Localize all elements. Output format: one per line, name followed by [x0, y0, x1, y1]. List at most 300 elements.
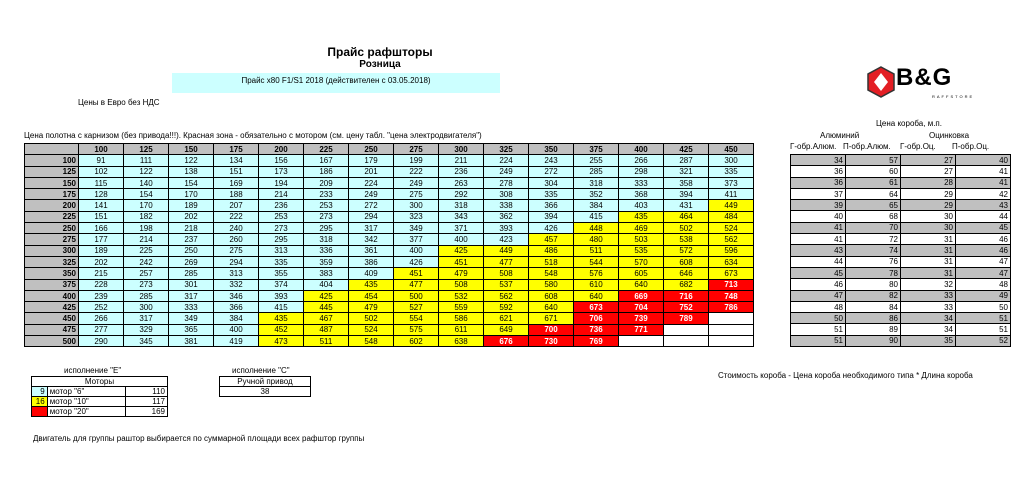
price-cell: 559 [439, 302, 484, 313]
price-cell: 122 [124, 166, 169, 177]
price-cell: 188 [214, 189, 259, 200]
motor-legend [31, 376, 168, 417]
price-cell: 411 [709, 189, 754, 200]
price-cell: 273 [259, 223, 304, 234]
price-cell: 355 [259, 268, 304, 279]
price-cell: 730 [529, 336, 574, 347]
price-cell: 236 [439, 166, 484, 177]
motor-label: мотор "6" [47, 387, 125, 397]
price-cell: 173 [259, 166, 304, 177]
price-cell: 682 [664, 279, 709, 290]
box-cell: 46 [791, 279, 846, 290]
price-cell: 273 [304, 211, 349, 222]
box-cell: 46 [956, 234, 1011, 245]
price-cell: 502 [664, 223, 709, 234]
box-cell: 48 [956, 279, 1011, 290]
column-header: 350 [529, 144, 574, 155]
box-cell: 29 [901, 200, 956, 211]
price-cell: 122 [169, 155, 214, 166]
price-cell: 580 [529, 279, 574, 290]
box-row [791, 188, 1011, 199]
column-header: 325 [484, 144, 529, 155]
price-cell: 524 [709, 223, 754, 234]
column-header: 150 [169, 144, 214, 155]
price-cell: 318 [304, 234, 349, 245]
price-cell: 467 [304, 313, 349, 324]
price-cell: 415 [259, 302, 304, 313]
price-cell: 335 [259, 256, 304, 267]
price-cell: 332 [214, 279, 259, 290]
box-cell: 50 [791, 313, 846, 324]
price-cell: 177 [79, 234, 124, 245]
price-cell: 272 [529, 166, 574, 177]
price-cell: 400 [439, 234, 484, 245]
price-cell: 243 [529, 155, 574, 166]
price-cell: 134 [214, 155, 259, 166]
box-cell: 37 [791, 188, 846, 199]
price-cell: 242 [124, 256, 169, 267]
table-row [25, 336, 754, 347]
price-cell: 194 [259, 177, 304, 188]
box-cell: 78 [846, 267, 901, 278]
logo-emblem-icon [866, 66, 896, 98]
price-cell: 202 [169, 211, 214, 222]
table-caption: Цена полотна с карнизом (без привода!!!). Красная зона - обязательно с мотором (см. цену табл. "цена электродвигателя") [24, 131, 482, 140]
price-cell: 349 [394, 223, 439, 234]
price-cell: 318 [439, 200, 484, 211]
price-cell: 304 [529, 177, 574, 188]
box-row [791, 267, 1011, 278]
row-header: 475 [25, 324, 79, 335]
box-cell: 31 [901, 256, 956, 267]
box-cell: 40 [956, 155, 1011, 166]
price-cell: 479 [349, 302, 394, 313]
price-cell: 336 [304, 245, 349, 256]
column-header: 375 [574, 144, 619, 155]
legend-c-title: исполнение "С" [232, 366, 290, 375]
price-cell: 278 [484, 177, 529, 188]
price-cell: 346 [214, 290, 259, 301]
price-cell: 263 [439, 177, 484, 188]
box-cell: 43 [956, 200, 1011, 211]
row-header: 200 [25, 200, 79, 211]
price-cell: 218 [169, 223, 214, 234]
price-cell: 368 [619, 189, 664, 200]
price-cell: 548 [529, 268, 574, 279]
box-cell: 86 [846, 313, 901, 324]
column-header: 425 [664, 144, 709, 155]
price-cell: 237 [169, 234, 214, 245]
price-cell: 500 [394, 290, 439, 301]
price-cell: 608 [664, 256, 709, 267]
price-cell: 537 [484, 279, 529, 290]
page-subtitle: Розница [359, 59, 401, 70]
box-header-4: П-обр.Оц. [952, 142, 990, 151]
box-cell: 68 [846, 211, 901, 222]
column-header: 100 [79, 144, 124, 155]
price-cell: 394 [664, 189, 709, 200]
row-header: 150 [25, 177, 79, 188]
price-cell: 225 [124, 245, 169, 256]
price-cell [709, 324, 754, 335]
price-cell: 277 [79, 324, 124, 335]
price-cell: 572 [664, 245, 709, 256]
box-header-1: Г-обр.Алюм. [790, 142, 837, 151]
box-cell: 31 [901, 245, 956, 256]
price-cell: 228 [79, 279, 124, 290]
motor-legend-header: Моторы [32, 377, 168, 387]
price-cell: 544 [574, 256, 619, 267]
table-row [25, 302, 754, 313]
box-cell: 51 [791, 324, 846, 335]
price-cell: 457 [529, 234, 574, 245]
price-cell: 154 [124, 189, 169, 200]
manual-drive-legend [219, 376, 311, 397]
box-row [791, 324, 1011, 335]
price-cell [664, 336, 709, 347]
price-cell: 403 [619, 200, 664, 211]
motor-legend-row [32, 397, 168, 407]
price-cell: 480 [574, 234, 619, 245]
price-cell: 308 [484, 189, 529, 200]
price-cell: 611 [439, 324, 484, 335]
price-cell: 377 [394, 234, 439, 245]
price-cell: 285 [124, 290, 169, 301]
price-cell: 640 [574, 290, 619, 301]
price-cell: 673 [574, 302, 619, 313]
price-cell: 394 [529, 211, 574, 222]
price-cell: 275 [214, 245, 259, 256]
box-cell: 34 [901, 324, 956, 335]
price-cell: 451 [394, 268, 439, 279]
price-cell: 415 [574, 211, 619, 222]
row-header: 275 [25, 234, 79, 245]
price-cell: 371 [439, 223, 484, 234]
table-row [25, 268, 754, 279]
table-row [25, 324, 754, 335]
price-cell: 548 [349, 336, 394, 347]
price-cell: 469 [619, 223, 664, 234]
box-cell: 80 [846, 279, 901, 290]
row-header: 175 [25, 189, 79, 200]
motor-code: 9 [32, 387, 48, 397]
price-cell: 431 [664, 200, 709, 211]
price-cell: 285 [169, 268, 214, 279]
box-row [791, 256, 1011, 267]
price-cell: 239 [79, 290, 124, 301]
row-header: 125 [25, 166, 79, 177]
price-cell [709, 336, 754, 347]
price-cell: 287 [664, 155, 709, 166]
box-row [791, 200, 1011, 211]
price-cell: 300 [394, 200, 439, 211]
price-cell: 527 [394, 302, 439, 313]
price-cell: 576 [574, 268, 619, 279]
price-cell: 318 [574, 177, 619, 188]
price-cell: 333 [619, 177, 664, 188]
box-cell: 45 [956, 222, 1011, 233]
box-cell: 41 [956, 166, 1011, 177]
price-cell: 295 [259, 234, 304, 245]
price-cell: 335 [529, 189, 574, 200]
box-cell: 44 [956, 211, 1011, 222]
price-cell: 154 [169, 177, 214, 188]
box-cell: 27 [901, 166, 956, 177]
price-cell: 102 [79, 166, 124, 177]
price-cell: 128 [79, 189, 124, 200]
box-cell: 34 [901, 313, 956, 324]
price-cell: 640 [529, 302, 574, 313]
box-title: Цена короба, м.п. [876, 119, 942, 128]
price-cell: 638 [439, 336, 484, 347]
price-cell: 503 [619, 234, 664, 245]
price-cell: 562 [484, 290, 529, 301]
price-cell: 435 [349, 279, 394, 290]
box-cell: 43 [791, 245, 846, 256]
price-cell: 535 [619, 245, 664, 256]
price-cell: 166 [79, 223, 124, 234]
row-header: 100 [25, 155, 79, 166]
column-header: 175 [214, 144, 259, 155]
price-cell: 186 [304, 166, 349, 177]
price-cell: 317 [124, 313, 169, 324]
box-cell: 49 [956, 290, 1011, 301]
price-cell: 214 [259, 189, 304, 200]
price-cell: 300 [709, 155, 754, 166]
table-row [25, 211, 754, 222]
price-cell: 290 [79, 336, 124, 347]
price-cell: 321 [664, 166, 709, 177]
price-cell: 365 [169, 324, 214, 335]
price-cell: 752 [664, 302, 709, 313]
price-cell: 739 [619, 313, 664, 324]
price-cell: 167 [304, 155, 349, 166]
box-cell: 82 [846, 290, 901, 301]
price-cell: 426 [394, 256, 439, 267]
price-cell: 253 [304, 200, 349, 211]
price-cell: 266 [619, 155, 664, 166]
price-cell: 706 [574, 313, 619, 324]
table-row [25, 177, 754, 188]
price-cell: 448 [574, 223, 619, 234]
price-cell: 151 [79, 211, 124, 222]
price-cell: 313 [259, 245, 304, 256]
price-cell: 214 [124, 234, 169, 245]
price-cell: 198 [124, 223, 169, 234]
box-cell: 47 [956, 256, 1011, 267]
price-cell: 342 [349, 234, 394, 245]
price-cell [664, 324, 709, 335]
box-cell: 47 [791, 290, 846, 301]
price-cell: 170 [169, 189, 214, 200]
table-row [25, 279, 754, 290]
box-header-3: Г-обр.Оц. [900, 142, 936, 151]
table-row [25, 200, 754, 211]
row-header: 425 [25, 302, 79, 313]
box-cell: 41 [791, 234, 846, 245]
box-row [791, 279, 1011, 290]
box-cell: 57 [846, 155, 901, 166]
price-table [24, 143, 754, 347]
column-header: 275 [394, 144, 439, 155]
box-row [791, 290, 1011, 301]
box-cell: 45 [791, 267, 846, 278]
price-cell: 508 [484, 268, 529, 279]
box-cell: 33 [901, 301, 956, 312]
price-cell: 207 [214, 200, 259, 211]
price-cell: 224 [484, 155, 529, 166]
price-cell: 257 [124, 268, 169, 279]
legend-e-title: исполнение "Е" [64, 366, 122, 375]
price-cell: 393 [484, 223, 529, 234]
price-cell: 605 [619, 268, 664, 279]
price-cell: 361 [349, 245, 394, 256]
price-cell: 393 [259, 290, 304, 301]
price-cell: 323 [394, 211, 439, 222]
box-cell: 40 [791, 211, 846, 222]
price-cell: 211 [439, 155, 484, 166]
box-group-aluminum: Алюминий [820, 131, 860, 140]
price-cell: 575 [394, 324, 439, 335]
box-header-2: П-обр.Алюм. [843, 142, 891, 151]
price-cell: 301 [169, 279, 214, 290]
motor-legend-row [32, 387, 168, 397]
price-cell: 713 [709, 279, 754, 290]
motor-price: 110 [126, 387, 168, 397]
table-row [25, 234, 754, 245]
price-cell: 199 [394, 155, 439, 166]
price-cell: 789 [664, 313, 709, 324]
price-cell: 673 [709, 268, 754, 279]
price-cell: 511 [574, 245, 619, 256]
box-cell: 51 [956, 324, 1011, 335]
price-cell: 384 [214, 313, 259, 324]
box-cell: 36 [791, 177, 846, 188]
table-row [25, 155, 754, 166]
box-cell: 44 [791, 256, 846, 267]
manual-drive-price: 38 [220, 387, 311, 397]
price-cell: 646 [664, 268, 709, 279]
column-header: 400 [619, 144, 664, 155]
price-cell: 295 [304, 223, 349, 234]
price-cell: 425 [439, 245, 484, 256]
price-cell: 511 [304, 336, 349, 347]
price-cell: 366 [214, 302, 259, 313]
price-cell: 445 [304, 302, 349, 313]
column-header: 250 [349, 144, 394, 155]
price-cell: 111 [124, 155, 169, 166]
price-cell: 771 [619, 324, 664, 335]
price-cell: 294 [349, 211, 394, 222]
price-cell: 671 [529, 313, 574, 324]
price-cell: 435 [619, 211, 664, 222]
box-cell: 34 [791, 155, 846, 166]
box-cell: 48 [791, 301, 846, 312]
price-cell: 292 [439, 189, 484, 200]
price-cell: 621 [484, 313, 529, 324]
price-cell: 202 [79, 256, 124, 267]
price-cell: 170 [124, 200, 169, 211]
logo-subtext: RAFFSTORE [932, 94, 975, 99]
motor-code: 20 [32, 407, 48, 417]
row-header: 300 [25, 245, 79, 256]
price-cell: 634 [709, 256, 754, 267]
price-cell: 189 [169, 200, 214, 211]
price-cell: 300 [124, 302, 169, 313]
price-cell: 294 [214, 256, 259, 267]
price-cell: 179 [349, 155, 394, 166]
price-cell: 383 [304, 268, 349, 279]
price-cell: 273 [124, 279, 169, 290]
price-cell [619, 336, 664, 347]
price-cell: 362 [484, 211, 529, 222]
motor-price: 117 [126, 397, 168, 407]
price-cell: 769 [574, 336, 619, 347]
box-cell: 30 [901, 222, 956, 233]
row-header: 375 [25, 279, 79, 290]
price-cell: 608 [529, 290, 574, 301]
box-cell: 76 [846, 256, 901, 267]
price-cell: 317 [349, 223, 394, 234]
row-header: 500 [25, 336, 79, 347]
box-row [791, 301, 1011, 312]
box-cell: 61 [846, 177, 901, 188]
price-cell: 335 [709, 166, 754, 177]
price-cell: 338 [484, 200, 529, 211]
price-cell [709, 313, 754, 324]
price-cell: 374 [259, 279, 304, 290]
table-row [25, 189, 754, 200]
box-cell: 50 [956, 301, 1011, 312]
price-cell: 224 [349, 177, 394, 188]
corner-cell [25, 144, 79, 155]
price-cell: 570 [619, 256, 664, 267]
table-row [25, 166, 754, 177]
box-row [791, 222, 1011, 233]
box-row [791, 166, 1011, 177]
box-cell: 32 [901, 279, 956, 290]
price-cell: 508 [439, 279, 484, 290]
column-header: 300 [439, 144, 484, 155]
price-cell: 404 [304, 279, 349, 290]
box-cell: 52 [956, 335, 1011, 346]
price-cell: 255 [574, 155, 619, 166]
price-cell: 610 [574, 279, 619, 290]
price-cell: 249 [349, 189, 394, 200]
box-cell: 51 [956, 313, 1011, 324]
box-cell: 28 [901, 177, 956, 188]
price-cell: 586 [439, 313, 484, 324]
price-cell: 649 [484, 324, 529, 335]
box-cell: 41 [956, 177, 1011, 188]
page-title: Прайс рафшторы [327, 45, 433, 59]
table-row [25, 223, 754, 234]
price-cell: 487 [304, 324, 349, 335]
box-cell: 41 [791, 222, 846, 233]
price-cell: 592 [484, 302, 529, 313]
price-cell: 524 [349, 324, 394, 335]
price-cell: 479 [439, 268, 484, 279]
price-cell: 400 [394, 245, 439, 256]
row-header: 225 [25, 211, 79, 222]
price-cell: 233 [304, 189, 349, 200]
price-cell: 409 [349, 268, 394, 279]
validity-banner-text: Прайс x80 F1/S1 2018 (действителен с 03.05.2018) [241, 76, 431, 85]
price-cell: 298 [619, 166, 664, 177]
price-cell: 473 [259, 336, 304, 347]
price-cell: 700 [529, 324, 574, 335]
price-cell: 449 [484, 245, 529, 256]
